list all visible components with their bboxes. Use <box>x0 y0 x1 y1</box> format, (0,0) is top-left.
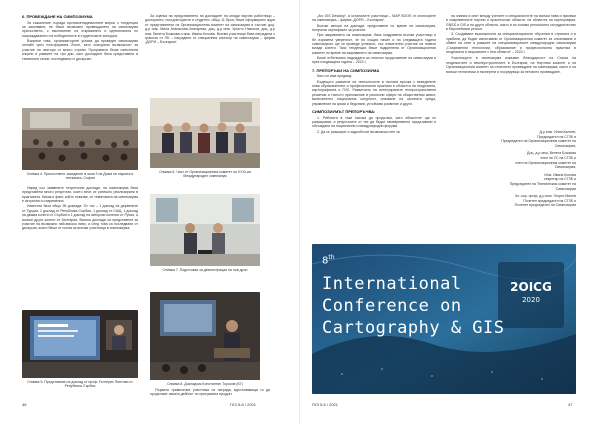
banner-line-conference: Conference on <box>322 296 462 316</box>
signature-line: член на УС на СГЗБ и <box>540 155 576 160</box>
footer-page-number-left: 46 <box>22 402 27 407</box>
photo-conference-hall <box>22 108 138 170</box>
photo-speaker <box>150 292 260 380</box>
right-col1-text <box>312 14 436 135</box>
paragraph: 3. Създаване възможности за специализираните обучения в страната и в чужбина, да бъдат използвани от Организационния комитет за опознаване и обмен на опит в рамките на специализираните международни симпозиуми „Съвременни технологии, образование и професионална практика в геодезията и свързаните с нея области“ – 2022 г. <box>446 32 576 55</box>
recommendation-item: 2. Да се разширят и задълбочат възможностите за <box>317 129 400 134</box>
signature-line: Почетен председател на Симпозиума <box>514 203 576 208</box>
footer-journal-right: ГКЗ 5-6 / 2021 <box>312 402 338 407</box>
banner-edition-suffix: th <box>328 254 335 261</box>
signature-line: Доц. д-р инж. Венета Божкова <box>527 151 576 156</box>
paragraph: Участниците в симпозиума изказват благодарност на Съюза на геодезистите и землеустроителите в България, на Научния комитет и на Организационния комитет за отличното провеждане на симпозиума, както и на всички технически и експертни и посредници за неговото провеждане. <box>446 56 576 74</box>
paragraph: „Arc GIS Desktop“, а останалите участници – NIAP BOOK от спонсорите на симпозиума – фирма „ДОРИ – България“. <box>312 14 436 23</box>
paragraph: При закриването на симпозиума, бяха поздравени всички участници и бе изразена увереност, че по същия начин и на следващата година симпозиумът ще се проведе успешно, със значително участие на повече млади колеги. Тази тенденция беше подкрепена от Организационния комитет по време на закриването на симпозиума. <box>312 33 436 55</box>
footer-journal-left: ГКЗ 5-6 / 2021 <box>230 402 256 407</box>
signature-line: секретар на СГЗБ и <box>544 177 576 182</box>
signature-line: Симпозиума <box>555 186 576 191</box>
paragraph: За оценка на представянето на докладите на млади научни работници – докторанти, постдокторанти и студенти, общо 11 броя, беше сформирано жури от представители на Организационния комитет на симпозиума в състав: доц. д-р инж. Мила Атанасова-Златарева, доц. д-р инж. Христо Николов, доц. д-р инж. Венета Божкова и инж. Ивана Колова. Всички участници бяха наградени с грамота от ПК – наградени от специалния спонсор на симпозиума – фирма „ДОРИ – България“. <box>145 14 275 45</box>
caption-fig5: Снимка 5. Представяне на доклад от проф. Гелтерис Пинтови от Република Сърбия <box>27 380 133 389</box>
photo-organizing-committee <box>150 98 260 168</box>
section-6-heading: 6. ПРОВЕЖДАНЕ НА СИМПОЗИУМА <box>22 14 93 19</box>
paragraph: Беше отбелязано надеждата за отлично продължение на симпозиума и през следващата година – 2022 г. <box>312 56 436 65</box>
signature-line: Председател на СГЗБ и <box>537 134 576 139</box>
left-col2-bottom-text <box>150 388 270 398</box>
banner-edition <box>322 254 335 266</box>
signature-line: член на Организационния комитет на <box>514 160 576 165</box>
signature-line: Председател на Техническия комитет на <box>509 181 576 186</box>
conference-banner <box>312 244 576 394</box>
signature-line: Инж. Ивана Колова <box>544 172 576 177</box>
caption-fig6: Снимка 6. Част от Организационния комитет на XXXI-ия Международен симпозиум <box>159 170 251 179</box>
photo-drone-demo <box>150 194 260 266</box>
banner-line-international: International <box>322 274 462 294</box>
section-7-heading: 7. ПРЕПОРЪКИ НА СИМПОЗИУМА <box>312 67 380 73</box>
caption-fig8: Снимка 8. Докладчик Константин Торосов (БГ) <box>167 382 243 386</box>
signature-line: Почетен председател на СГЗБ и <box>523 198 576 203</box>
signature-line: Д-р инж. Илия Калчев, <box>539 130 576 134</box>
left-col1-lower-text <box>22 186 138 232</box>
banner-logo-year: 2020 <box>522 296 540 304</box>
paragraph: Наред със заявените теоретични доклади, на симпозиума бяха представени много резултати, които вече се успешно реализирани в практиката. Никак е факт, който показва, че тематиката на симпозиума е актуална и съвременна. <box>22 186 138 204</box>
left-col1-text <box>22 14 138 62</box>
signature-line: Симпозиума, <box>554 143 576 148</box>
right-col2-text <box>446 14 576 75</box>
banner-line-cartography: Cartography & GIS <box>322 318 505 338</box>
paragraph: Като се има предвид: <box>317 74 352 79</box>
paragraph: Първата тримесечие участника са награди, вдъхновяващи ги да продължат своята дейност по програмата продукт <box>150 388 270 397</box>
signature-line: Симпозиума, <box>554 165 576 170</box>
banner-edition-number: 8 <box>322 255 329 267</box>
signature-line: Председател на Организационния комитет на <box>501 139 576 144</box>
paragraph: Всички автори на доклади, представени по време на симпозиума, получиха сертификат за участие. <box>312 23 436 33</box>
footer-page-number-right: 47 <box>568 402 573 407</box>
signatures-block <box>446 130 576 208</box>
paragraph: Въпреки това, организаторите успяха да проведат симпозиума онлайн чрез платформата Zoom, като осигуриха възможност за участие на лектори от много страни. Програмата беше изпълнена изцяло в рамките на три дни, като докладите бяха представени в тематични сесии, последвани от дискусии. <box>22 38 138 61</box>
paragraph: на знания и опит между учените и специалистите на всички нива и прилики в съвременните научни и практически области, на областта на картография, GNSS и GIS и на други области, както и по-голямо регионално сътрудничество в Европейския регион. <box>446 14 576 32</box>
left-col2-text <box>145 14 275 46</box>
signature-line: Чл.-кор. проф. д-р инж. Георги Милев <box>514 194 576 199</box>
paragraph: За съжаление, поради противоепидемичните мерки, с тенденция за засилване, не беше възможно провеждането на симпозиума присъствено, с изключение на откриването и церемонията по награждаването на победителите в студентските конкурси. <box>22 20 138 38</box>
banner-logo-text: 2ОICG <box>510 280 552 294</box>
paragraph: Бъдещото развитие на технологиите в тясната връзка с въведените нови образователни и професионални практики в областта на геодезията, картографията и ГИС. Развитието на интегрираните геопространствени решения и тяхното приложение в различни сфери на обществения живот, включително национална сигурност, опазване на околната среда, управление на кризи и бедствия, устойчиво развитие и други. <box>312 79 436 106</box>
caption-fig7: Снимка 7. Подготовка за демонстрация на нов дрон <box>162 268 248 272</box>
right-page <box>300 0 600 424</box>
recommendation-item: 1. Работата в тази насока да продължи, като областите ще се разширяват, а резултатите от тях да бъдат своевременно представяни и обсъждани на национални и международни форуми. <box>312 115 436 129</box>
photo-presentation-screen <box>22 310 138 378</box>
caption-fig4: Снимка 4. Присъствено заседание в зала 3 на Дома на науката и техниката, София <box>26 172 134 181</box>
recommendations-heading: СИМПОЗИУМЪТ ПРЕПОРЪЧВА: <box>312 109 376 114</box>
paragraph: Известни бяха общо 35 доклада. От тях – 1 доклад на дървените от Турция, 1 доклад от Република Сърбия, 1 доклад от САЩ, 1 доклад на двама колеги от Сърбия и 1 доклад на авторски колегия от Русия, а всички други колеги от България. Всички доклади са представени за участие на възможно най-високо ниво, а след това са последвани от дискусия, която беше от полза за всички участници в симпозиума. <box>22 204 138 231</box>
